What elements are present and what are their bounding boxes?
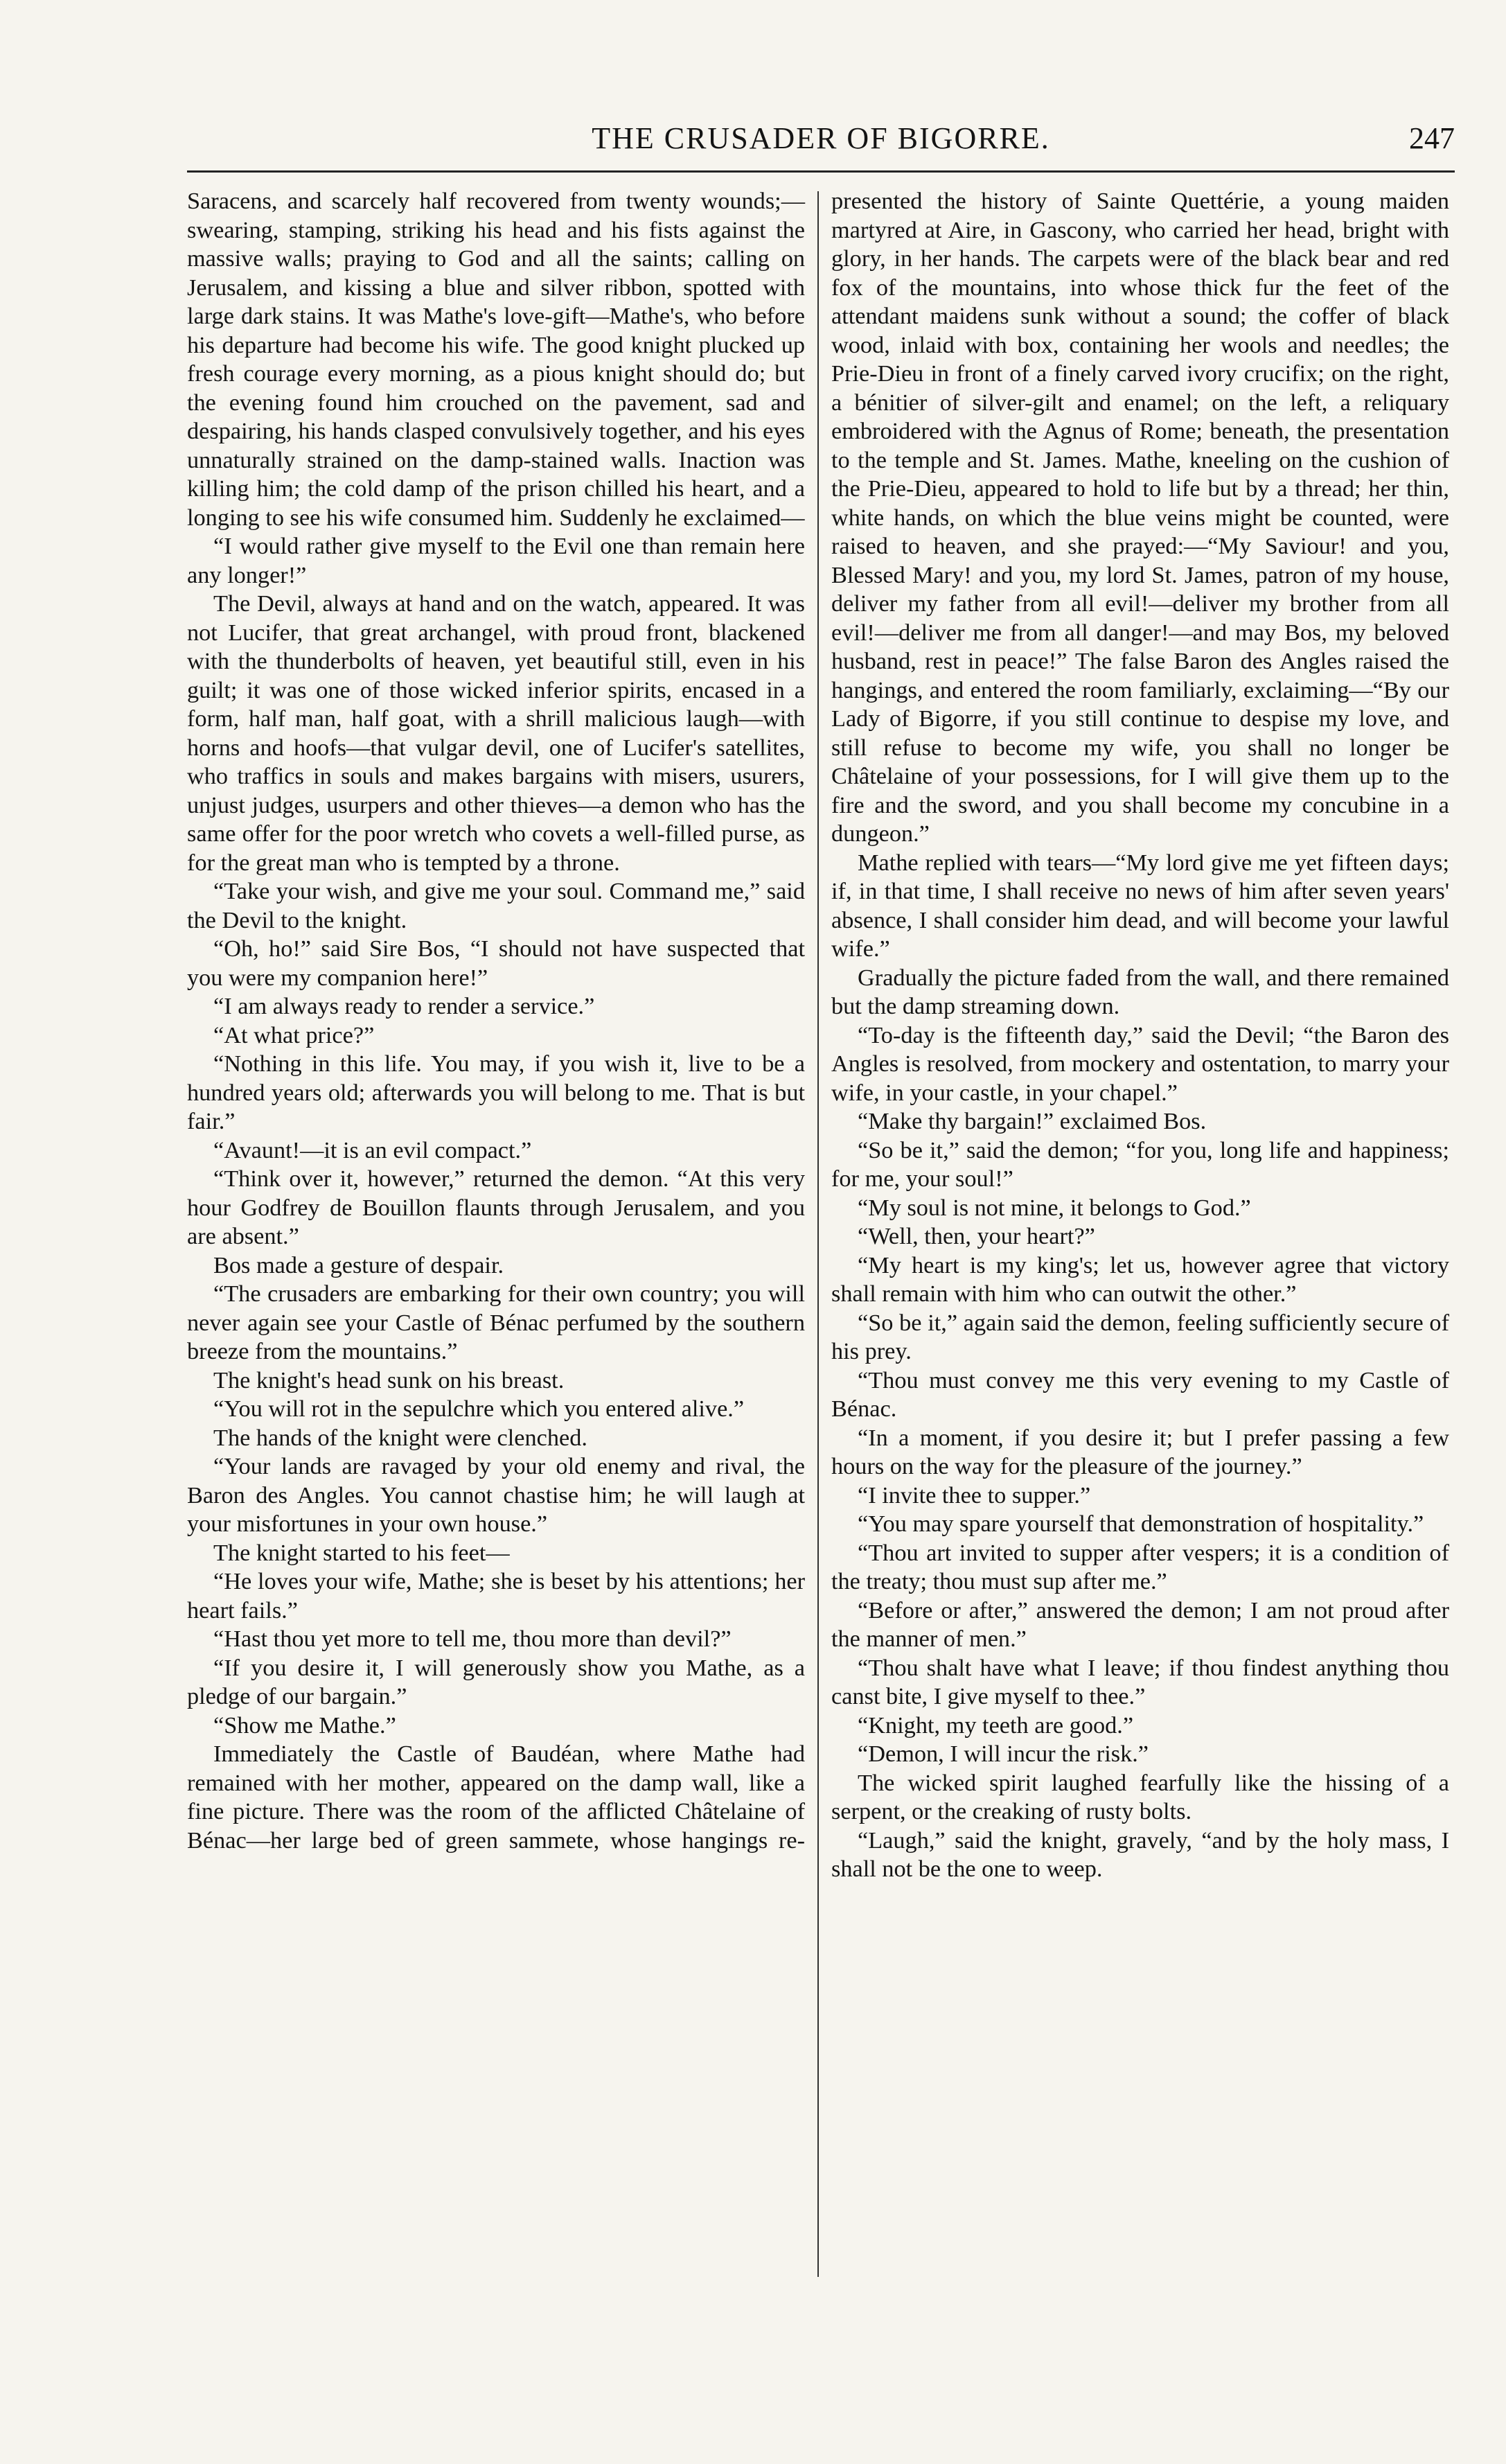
paragraph: “Your lands are ravaged by your old enemy and rival, the Baron des Angles. You cannot chastise him; he will laugh at your misfortunes in your own house.” [187, 1453, 805, 1537]
paragraph: The wicked spirit laughed fearfully like the hissing of a serpent, or the creaking of rusty bolts. [831, 1769, 1449, 1824]
paragraph: “Before or after,” answered the demon; I am not proud after the manner of men.” [831, 1596, 1449, 1652]
paragraph: “If you desire it, I will generously show you Mathe, as a pledge of our bargain.” [187, 1654, 805, 1709]
paragraph: The hands of the knight were clenched. [213, 1424, 587, 1451]
paragraph: “Take your wish, and give me your soul. Command me,” said the Devil to the knight. [187, 878, 805, 933]
paragraph: “Laugh,” said the knight, gravely, “and by the holy mass, I shall not be the one to weep. [831, 1827, 1449, 1882]
paragraph: The knight started to his feet— [213, 1539, 510, 1566]
page-number: 247 [1409, 121, 1455, 155]
running-title: THE CRUSADER OF BIGORRE. [592, 121, 1050, 155]
paragraph: “Demon, I will incur the risk.” [858, 1741, 1149, 1767]
paragraph: “At what price?” [213, 1021, 375, 1048]
paragraph: “My heart is my king's; let us, however agree that victory shall remain with him who can outwit the other.” [831, 1251, 1449, 1307]
paragraph: “Oh, ho!” said Sire Bos, “I should not have suspected that you were my companion here!” [187, 935, 805, 991]
paragraph: “So be it,” said the demon; “for you, long life and happiness; for me, your soul!” [831, 1136, 1449, 1192]
paragraph: “Nothing in this life. You may, if you wish it, live to be a hundred years old; afterwards you will belong to me. That is but fair.” [187, 1050, 805, 1134]
paragraph: Saracens, and scarcely half recovered from twenty wounds;—swearing, stamping, striking his head and his fists against the massive walls; praying to God and all the saints; calling on Jerusalem, and kissing a blue and silver ribbon, spotted with large dark stains. It was Mathe's love-gift—Mathe's, who before his departure had become his wife. The good knight plucked up fresh courage every morning, as a pious knight should do; but the evening found him crouched on the pavement, sad and despairing, his hands clasped convulsively together, and his eyes unnaturally strained on the damp-stained walls. Inaction was killing him; the cold damp of the prison chilled his heart, and a longing to see his wife consumed him. Suddenly he exclaimed— [187, 188, 805, 531]
paragraph: presented the history of Sainte Quettérie, a young maiden martyred at Aire, in Gascony, who carried her head, bright with glory, in her hands. The carpets were of the black bear and red fox of the mountains, into whose thick fur the feet of the attendant maidens sunk without a sound; the coffer of black wood, inlaid with box, containing her wools and needles; the Prie-Dieu in front of a finely carved ivory crucifix; on the right, a bénitier of silver-gilt and enamel; on the left, a reliquary embroidered with the Agnus of Rome; beneath, the presentation to the temple and St. James. Mathe, kneeling on the cushion of the Prie-Dieu, appeared to hold to life but by a thread; her thin, white hands, on which the blue veins might be counted, were raised to heaven, and she prayed:—“My Saviour! and you, Blessed Mary! and you, my lord St. James, patron of my house, deliver my father from all evil!—deliver my brother from all evil!—deliver me from all danger!—and may Bos, my beloved husband, rest in peace!” The false Baron des Angles raised the hangings, and entered the room familiarly, exclaiming—“By our Lady of Bigorre, if you still continue to despise my love, and still refuse to become my wife, you shall no longer be Châtelaine of your possessions, for I will give them up to the fire and the sword, and you shall become my concubine in a dungeon.” [831, 188, 1449, 847]
right-column [831, 187, 1449, 1884]
left-column [187, 187, 805, 1855]
paragraph: “Well, then, your heart?” [858, 1223, 1095, 1249]
paragraph: Bos made a gesture of despair. [213, 1251, 504, 1278]
paragraph: “My soul is not mine, it belongs to God.” [858, 1194, 1251, 1221]
column-divider [817, 191, 819, 2277]
paragraph: “Thou art invited to supper after vespers; it is a condition of the treaty; thou must sup after me.” [831, 1539, 1449, 1594]
paragraph: “Hast thou yet more to tell me, thou more than devil?” [213, 1626, 732, 1652]
paragraph: “I am always ready to render a service.” [213, 993, 595, 1019]
paragraph: “Show me Mathe.” [213, 1711, 396, 1739]
paragraph: Mathe replied with tears—“My lord give me yet fifteen days; if, in that time, I shall receive no news of him after seven years' absence, I shall consider him dead, and will become your lawful wife.” [831, 849, 1449, 962]
paragraph: “Thou must convey me this very evening to my Castle of Bénac. [831, 1366, 1449, 1422]
paragraph: The Devil, always at hand and on the watch, appeared. It was not Lucifer, that great archangel, with proud front, blackened with the thunderbolts of heaven, yet beautiful still, even in his guilt; it was one of those wicked inferior spirits, encased in a form, half man, half goat, with a shrill malicious laugh—with horns and hoofs—that vulgar devil, one of Lucifer's satellites, who traffics in souls and makes bargains with misers, usurers, unjust judges, usurpers and other thieves—a demon who has the same offer for the poor wretch who covets a well-filled purse, as for the great man who is tempted by a throne. [187, 590, 805, 876]
header-rule [187, 170, 1455, 173]
paragraph: “In a moment, if you desire it; but I prefer passing a few hours on the way for the pleasure of the journey.” [831, 1424, 1449, 1479]
paragraph: “To-day is the fifteenth day,” said the Devil; “the Baron des Angles is resolved, from mockery and ostentation, to marry your wife, in your castle, in your chapel.” [831, 1021, 1449, 1106]
paragraph: “The crusaders are embarking for their own country; you will never again see your Castle of Bénac perfumed by the southern breeze from the mountains.” [187, 1281, 805, 1364]
paragraph: “Knight, my teeth are good.” [858, 1711, 1134, 1739]
running-header [187, 116, 1455, 173]
paragraph: “Thou shalt have what I leave; if thou findest anything thou canst bite, I give myself to thee.” [831, 1654, 1449, 1709]
paragraph: “Avaunt!—it is an evil compact.” [213, 1136, 532, 1163]
paragraph: “You will rot in the sepulchre which you entered alive.” [213, 1396, 745, 1422]
paragraph: “You may spare yourself that demonstration of hospitality.” [858, 1511, 1424, 1537]
paragraph: Immediately the Castle of Baudéan, where Mathe had remained with her mother, appeared on the damp wall, like a fine picture. There was the room of the afflicted Châtelaine of Bénac—her large bed of green sammete, whose hangings re- [187, 1741, 805, 1854]
paragraph: “I invite thee to supper.” [858, 1481, 1091, 1508]
paragraph: “Make thy bargain!” exclaimed Bos. [858, 1108, 1207, 1134]
paragraph: “So be it,” again said the demon, feeling sufficiently secure of his prey. [831, 1309, 1449, 1364]
paragraph: “I would rather give myself to the Evil one than remain here any longer!” [187, 533, 805, 588]
paragraph: “Think over it, however,” returned the demon. “At this very hour Godfrey de Bouillon flaunts through Jerusalem, and you are absent.” [187, 1165, 805, 1249]
paragraph: The knight's head sunk on his breast. [213, 1366, 565, 1393]
paragraph: Gradually the picture faded from the wall, and there remained but the damp streaming down. [831, 964, 1449, 1019]
paragraph: “He loves your wife, Mathe; she is beset by his attentions; her heart fails.” [187, 1568, 805, 1623]
